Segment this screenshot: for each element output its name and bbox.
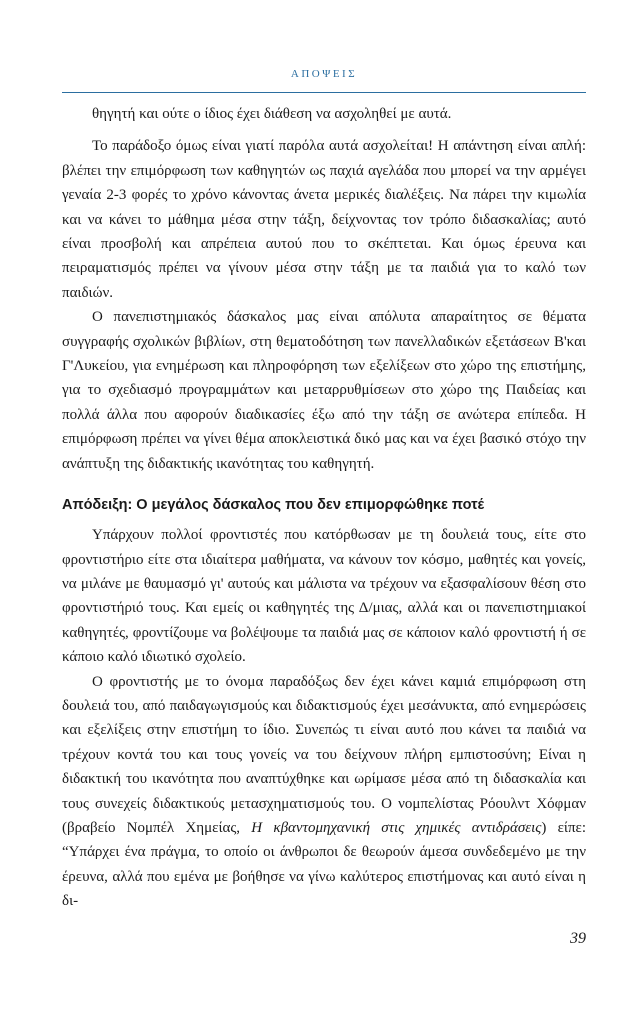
paragraph-text: Ο φροντιστής με το όνομα παραδόξως δεν έχει κάνει καμιά επιμόρφωση στη δουλειά του, από παιδαγωγισμούς και διδακτισμούς έχει μεσάνυκτα, από ενημερώσεις και εξελίξεις στην επιστήμη το ίδιο. Συνεπώς τι είναι αυτό που κάνει τα παιδιά να τρέχουν κοντά του και τους γονείς να του δείχνουν πλήρη εμπιστοσύνη; Είναι η διδακτική του ικανότητα που αναπτύχθηκε και ωρίμασε μέσα από τη διδασκαλία και τους συνεχείς διδακτικούς μετασχηματισμούς του. Ο νομπελίστας Ρόουλντ Χόφμαν (βραβείο Νομπέλ Χημείας, <box>62 673 586 836</box>
body-text <box>62 102 586 914</box>
paragraph <box>62 670 586 914</box>
section-heading: Απόδειξη: Ο μεγάλος δάσκαλος που δεν επιμορφώθηκε ποτέ <box>62 497 485 514</box>
paragraph: Το παράδοξο όμως είναι γιατί παρόλα αυτά ασχολείται! Η απάντηση είναι απλή: βλέπει την επιμόρφωση των καθηγητών ως παχιά αγελάδα που μπορεί να την αρμέγει γεναία 2-3 φορές το χρόνο κάνοντας άνετα μερικές διαλέξεις. Να πάρει την κιμωλία και να κάνει το μάθημα μέσα στην τάξη, δείχνοντας τον τρόπο διδασκαλίας; αυτό είναι προσβολή και απρέπεια αυτού που το σκέπτεται. Και όμως έρευνα και πειραματισμός πρέπει να γίνουν μέσα στην τάξη με τα παιδιά για το καλό των παιδιών. <box>62 138 586 301</box>
paragraph: Ο πανεπιστημιακός δάσκαλος μας είναι απόλυτα απαραίτητος σε θέματα συγγραφής σχολικών βιβλίων, στη θεματοδότηση των πανελλαδικών εξετάσεων Β'και Γ'Λυκείου, για ενημέρωση και πληροφόρηση των εξελίξεων στο χώρο της επιστήμης, για το σχεδιασμό προγραμμάτων και μεταρρυθμίσεων στο χώρο της Παιδείας και πολλά άλλα που αφορούν διαδικασίες έξω από την τάξη σε ανώτερα επίπεδα. Η επιμόρφωση πρέπει να γίνει θέμα αποκλειστικά δικό μας και να έχει βασικό στόχο την ανάπτυξη της διδακτικής ικανότητας του καθηγητή. <box>62 309 586 472</box>
paragraph-continuation: θηγητή και ούτε ο ίδιος έχει διάθεση να ασχοληθεί με αυτά. <box>92 106 452 122</box>
paragraph-text: ) είπε: “Υπάρχει ένα πράγμα, το οποίο οι άνθρωποι δε θεωρούν άμεσα συνδεδεμένο με την έρευνα, αλλά που εμένα με βοήθησε να γίνω καλύτερος επιστήμονας και αυτό είναι η δι- <box>62 819 586 910</box>
header-rule <box>62 92 586 93</box>
page-number: 39 <box>570 930 586 947</box>
running-head: ΑΠΟΨΕΙΣ <box>290 68 358 80</box>
paragraph: Υπάρχουν πολλοί φροντιστές που κατόρθωσαν με τη δουλειά τους, είτε στο φροντιστήριο είτε στα ιδιαίτερα μαθήματα, να κάνουν τον κόσμο, μαθητές και γονείς, να μιλάνε με θαυμασμό γι' αυτούς και μάλιστα να τρέχουν να εξασφαλίσουν θέση στο φροντιστήριό τους. Και εμείς οι καθηγητές της Δ/μιας, αλλά και οι πανεπιστημιακοί καθηγητές, φροντίζουμε να βολέψουμε τα παιδιά μας σε κάποιον καλό φροντιστή ή σε κάποιο καλό ιδιωτικό σχολείο. <box>62 527 586 666</box>
book-title-italic: Η κβαντομηχανική στις χημικές αντιδράσεις <box>251 819 542 836</box>
